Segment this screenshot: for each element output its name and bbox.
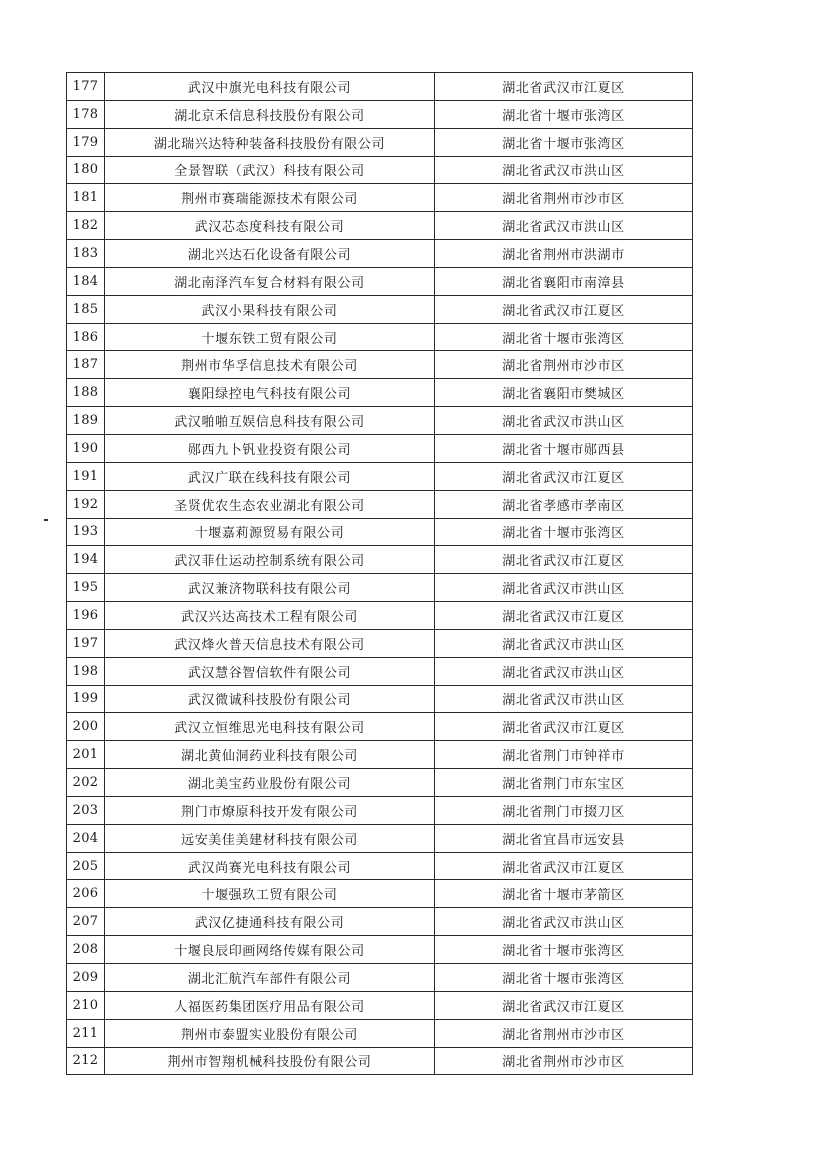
row-number: 212 (67, 1047, 105, 1075)
company-location: 湖北省十堰市张湾区 (435, 100, 693, 128)
company-location: 湖北省武汉市江夏区 (435, 546, 693, 574)
row-number: 200 (67, 713, 105, 741)
table-row (67, 824, 693, 852)
company-location: 湖北省十堰市郧西县 (435, 434, 693, 462)
company-name: 武汉菲仕运动控制系统有限公司 (105, 546, 435, 574)
row-number: 196 (67, 602, 105, 630)
row-number: 201 (67, 741, 105, 769)
row-number: 184 (67, 267, 105, 295)
row-number: 202 (67, 769, 105, 797)
table-row (67, 574, 693, 602)
table-row (67, 323, 693, 351)
company-table-body (67, 73, 693, 1075)
company-location: 湖北省武汉市江夏区 (435, 295, 693, 323)
table-row (67, 908, 693, 936)
row-number: 206 (67, 880, 105, 908)
company-location: 湖北省荆州市沙市区 (435, 184, 693, 212)
table-row (67, 685, 693, 713)
row-number: 191 (67, 462, 105, 490)
table-row (67, 73, 693, 101)
company-name: 襄阳绿控电气科技有限公司 (105, 379, 435, 407)
row-number: 210 (67, 991, 105, 1019)
company-location: 湖北省十堰市茅箭区 (435, 880, 693, 908)
company-list-page (66, 72, 692, 1075)
company-location: 湖北省荆门市东宝区 (435, 769, 693, 797)
table-row (67, 212, 693, 240)
row-number: 194 (67, 546, 105, 574)
company-name: 武汉慧谷智信软件有限公司 (105, 657, 435, 685)
company-name: 十堰强玖工贸有限公司 (105, 880, 435, 908)
company-name: 武汉微诚科技股份有限公司 (105, 685, 435, 713)
company-name: 远安美佳美建材科技有限公司 (105, 824, 435, 852)
company-name: 湖北瑞兴达特种装备科技股份有限公司 (105, 128, 435, 156)
table-row (67, 880, 693, 908)
row-number: 178 (67, 100, 105, 128)
company-location: 湖北省十堰市张湾区 (435, 128, 693, 156)
table-row (67, 490, 693, 518)
row-number: 209 (67, 964, 105, 992)
company-name: 全景智联（武汉）科技有限公司 (105, 156, 435, 184)
row-number: 187 (67, 351, 105, 379)
company-location: 湖北省十堰市张湾区 (435, 964, 693, 992)
table-row (67, 379, 693, 407)
table-row (67, 184, 693, 212)
company-location: 湖北省荆门市钟祥市 (435, 741, 693, 769)
company-name: 湖北兴达石化设备有限公司 (105, 240, 435, 268)
company-name: 武汉啪啪互娱信息科技有限公司 (105, 407, 435, 435)
row-number: 208 (67, 936, 105, 964)
row-number: 182 (67, 212, 105, 240)
company-location: 湖北省武汉市洪山区 (435, 156, 693, 184)
company-name: 荆州市华孚信息技术有限公司 (105, 351, 435, 379)
table-row (67, 240, 693, 268)
table-row (67, 602, 693, 630)
row-number: 181 (67, 184, 105, 212)
company-name: 荆州市赛瑞能源技术有限公司 (105, 184, 435, 212)
company-name: 荆门市燎原科技开发有限公司 (105, 796, 435, 824)
row-number: 190 (67, 434, 105, 462)
row-number: 185 (67, 295, 105, 323)
table-row (67, 518, 693, 546)
company-location: 湖北省武汉市洪山区 (435, 407, 693, 435)
row-number: 188 (67, 379, 105, 407)
company-location: 湖北省荆州市洪湖市 (435, 240, 693, 268)
company-name: 武汉广联在线科技有限公司 (105, 462, 435, 490)
company-location: 湖北省武汉市江夏区 (435, 713, 693, 741)
row-number: 180 (67, 156, 105, 184)
table-row (67, 1047, 693, 1075)
row-number: 198 (67, 657, 105, 685)
table-row (67, 351, 693, 379)
table-row (67, 434, 693, 462)
row-number: 197 (67, 629, 105, 657)
row-number: 203 (67, 796, 105, 824)
company-name: 武汉立恒维思光电科技有限公司 (105, 713, 435, 741)
table-row (67, 713, 693, 741)
company-name: 武汉小果科技有限公司 (105, 295, 435, 323)
company-name: 人福医药集团医疗用品有限公司 (105, 991, 435, 1019)
company-name: 武汉芯态度科技有限公司 (105, 212, 435, 240)
row-number: 179 (67, 128, 105, 156)
company-name: 武汉兼济物联科技有限公司 (105, 574, 435, 602)
company-location: 湖北省十堰市张湾区 (435, 323, 693, 351)
company-name: 武汉尚赛光电科技有限公司 (105, 852, 435, 880)
company-location: 湖北省武汉市洪山区 (435, 657, 693, 685)
company-location: 湖北省孝感市孝南区 (435, 490, 693, 518)
company-name: 郧西九卜钒业投资有限公司 (105, 434, 435, 462)
company-location: 湖北省武汉市江夏区 (435, 73, 693, 101)
company-location: 湖北省荆门市掇刀区 (435, 796, 693, 824)
table-row (67, 852, 693, 880)
row-number: 192 (67, 490, 105, 518)
company-location: 湖北省荆州市沙市区 (435, 1019, 693, 1047)
table-row (67, 128, 693, 156)
company-name: 荆州市智翔机械科技股份有限公司 (105, 1047, 435, 1075)
company-location: 湖北省宜昌市远安县 (435, 824, 693, 852)
company-name: 荆州市泰盟实业股份有限公司 (105, 1019, 435, 1047)
company-location: 湖北省襄阳市樊城区 (435, 379, 693, 407)
company-location: 湖北省十堰市张湾区 (435, 518, 693, 546)
company-location: 湖北省武汉市江夏区 (435, 852, 693, 880)
company-location: 湖北省武汉市江夏区 (435, 462, 693, 490)
table-row (67, 796, 693, 824)
company-name: 武汉中旗光电科技有限公司 (105, 73, 435, 101)
row-number: 193 (67, 518, 105, 546)
table-row (67, 629, 693, 657)
table-row (67, 156, 693, 184)
company-location: 湖北省武汉市江夏区 (435, 602, 693, 630)
company-name: 湖北美宝药业股份有限公司 (105, 769, 435, 797)
row-number: 186 (67, 323, 105, 351)
table-row (67, 267, 693, 295)
row-number: 199 (67, 685, 105, 713)
table-row (67, 741, 693, 769)
company-name: 十堰嘉莉源贸易有限公司 (105, 518, 435, 546)
row-number: 211 (67, 1019, 105, 1047)
row-number: 189 (67, 407, 105, 435)
company-name: 十堰良辰印画网络传媒有限公司 (105, 936, 435, 964)
row-number: 207 (67, 908, 105, 936)
table-row (67, 407, 693, 435)
company-name: 湖北汇航汽车部件有限公司 (105, 964, 435, 992)
table-row (67, 936, 693, 964)
table-row (67, 657, 693, 685)
company-location: 湖北省十堰市张湾区 (435, 936, 693, 964)
company-location: 湖北省武汉市洪山区 (435, 908, 693, 936)
table-row (67, 100, 693, 128)
table-row (67, 991, 693, 1019)
company-location: 湖北省武汉市洪山区 (435, 629, 693, 657)
company-location: 湖北省武汉市洪山区 (435, 685, 693, 713)
company-name: 湖北黄仙洞药业科技有限公司 (105, 741, 435, 769)
row-number: 183 (67, 240, 105, 268)
company-name: 湖北京禾信息科技股份有限公司 (105, 100, 435, 128)
company-location: 湖北省武汉市江夏区 (435, 991, 693, 1019)
company-table (66, 72, 693, 1075)
company-name: 湖北南泽汽车复合材料有限公司 (105, 267, 435, 295)
company-location: 湖北省武汉市洪山区 (435, 574, 693, 602)
company-location: 湖北省荆州市沙市区 (435, 351, 693, 379)
company-name: 武汉兴达高技术工程有限公司 (105, 602, 435, 630)
company-name: 武汉烽火普天信息技术有限公司 (105, 629, 435, 657)
table-row (67, 1019, 693, 1047)
company-location: 湖北省武汉市洪山区 (435, 212, 693, 240)
row-number: 177 (67, 73, 105, 101)
table-row (67, 769, 693, 797)
company-location: 湖北省襄阳市南漳县 (435, 267, 693, 295)
company-name: 十堰东铁工贸有限公司 (105, 323, 435, 351)
company-location: 湖北省荆州市沙市区 (435, 1047, 693, 1075)
table-row (67, 964, 693, 992)
scan-speck (44, 519, 48, 521)
row-number: 205 (67, 852, 105, 880)
table-row (67, 546, 693, 574)
row-number: 204 (67, 824, 105, 852)
row-number: 195 (67, 574, 105, 602)
company-name: 武汉亿捷通科技有限公司 (105, 908, 435, 936)
company-name: 圣贤优农生态农业湖北有限公司 (105, 490, 435, 518)
table-row (67, 462, 693, 490)
table-row (67, 295, 693, 323)
